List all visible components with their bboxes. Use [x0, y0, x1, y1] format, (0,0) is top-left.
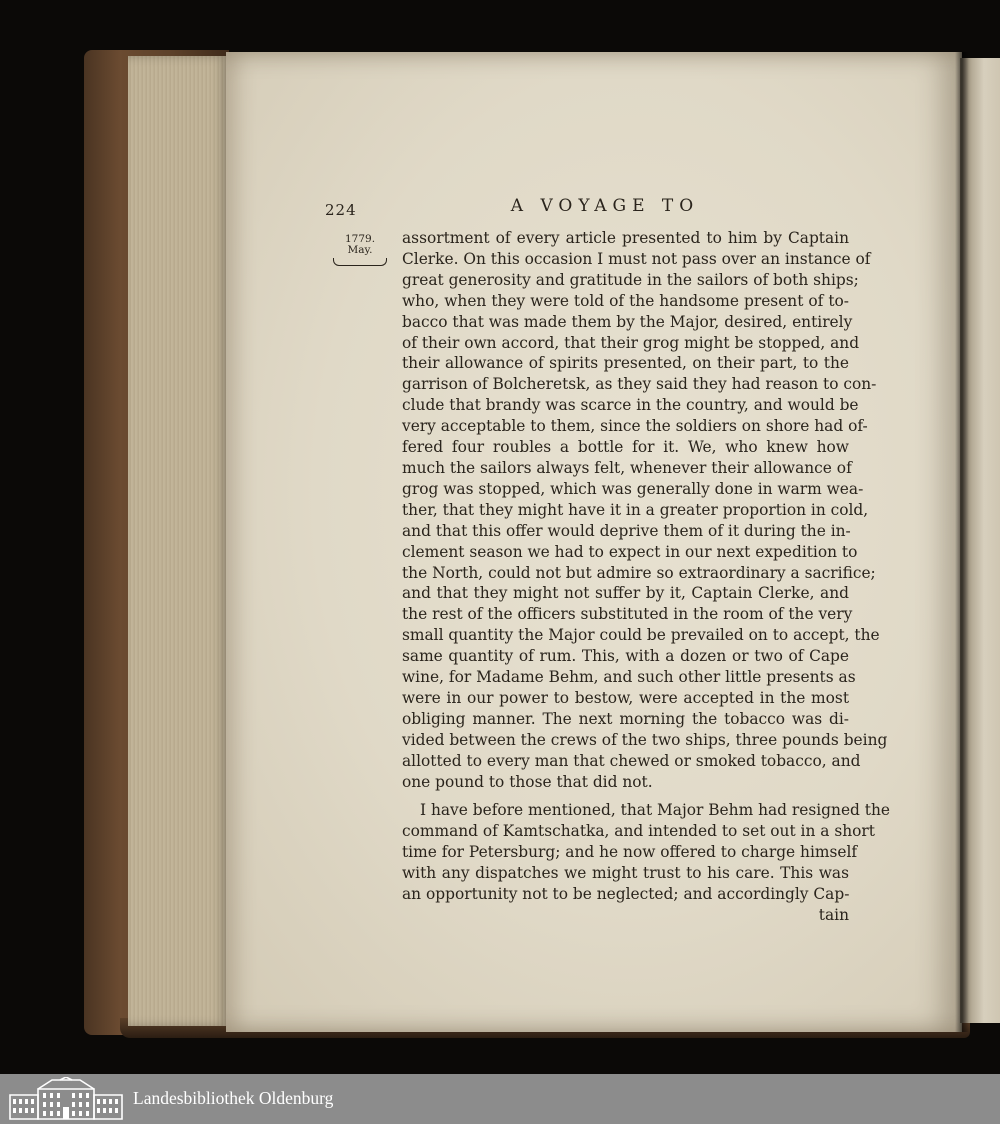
book-gutter [955, 52, 969, 1032]
text-line: of their own accord, that their grog might be stopped, and [402, 333, 860, 352]
margin-brace [333, 258, 387, 266]
text-line: with any dispatches we might trust to his care. This was [402, 864, 849, 883]
text-line: their allowance of spirits presented, on their part, to the [402, 354, 849, 373]
text-line: obliging manner. The next morning the tobacco was di- [402, 709, 849, 728]
text-line: ther, that they might have it in a greater proportion in cold, [402, 500, 869, 519]
margin-note-year: 1779. [344, 233, 376, 245]
text-line: wine, for Madame Behm, and such other little presents as [402, 668, 856, 687]
text-line: same quantity of rum. This, with a dozen or two of Cape [402, 647, 849, 666]
text-line: Clerke. On this occasion I must not pass over an instance of [402, 249, 871, 268]
running-head: A VOYAGE TO [510, 196, 700, 216]
text-line: garrison of Bolcheretsk, as they said they had reason to con- [402, 375, 877, 394]
text-line: grog was stopped, which was generally done in warm wea- [402, 479, 864, 498]
text-line: small quantity the Major could be prevailed on to accept, the [402, 626, 880, 645]
text-line: bacco that was made them by the Major, desired, entirely [402, 312, 853, 331]
text-line: allotted to every man that chewed or smoked tobacco, and [402, 751, 861, 770]
text-line: much the sailors always felt, whenever their allowance of [402, 458, 852, 477]
text-line: who, when they were told of the handsome present of to- [402, 291, 849, 310]
text-line: time for Petersburg; and he now offered to charge himself [402, 843, 858, 862]
text-line: and that this offer would deprive them of it during the in- [402, 521, 851, 540]
text-line: assortment of every article presented to him by Captain [402, 229, 849, 247]
text-line: I have before mentioned, that Major Behm had resigned the [420, 801, 891, 820]
library-building-logo [8, 1077, 124, 1121]
footer-bar [0, 1074, 1000, 1124]
margin-note-month: May. [347, 244, 373, 256]
text-line: and that they might not suffer by it, Captain Clerke, and [402, 584, 849, 603]
text-line: the rest of the officers substituted in the room of the very [402, 605, 853, 624]
text-line: were in our power to bestow, were accepted in the most [402, 688, 849, 707]
text-line: vided between the crews of the two ships, three pounds being [402, 730, 888, 749]
text-line: the North, could not but admire so extraordinary a sacrifice; [402, 563, 876, 582]
text-line: fered four roubles a bottle for it. We, who knew how [402, 438, 849, 457]
text-line: an opportunity not to be neglected; and accordingly Cap- [402, 885, 850, 904]
paragraph-gap [402, 792, 849, 800]
library-name: Landesbibliothek Oldenburg [133, 1088, 334, 1108]
text-line: one pound to those that did not. [402, 772, 653, 791]
text-line: clement season we had to expect in our next expedition to [402, 542, 858, 561]
text-line: very acceptable to them, since the soldiers on shore had of- [402, 417, 868, 436]
body-text [402, 228, 891, 926]
text-line: great generosity and gratitude in the sailors of both ships; [402, 270, 859, 289]
catchword: tain [818, 906, 849, 924]
margin-note [333, 234, 387, 266]
page-number: 224 [325, 201, 357, 219]
text-line: clude that brandy was scarce in the country, and would be [402, 396, 859, 415]
text-line: command of Kamtschatka, and intended to set out in a short [402, 822, 875, 841]
page-edges [128, 56, 228, 1026]
